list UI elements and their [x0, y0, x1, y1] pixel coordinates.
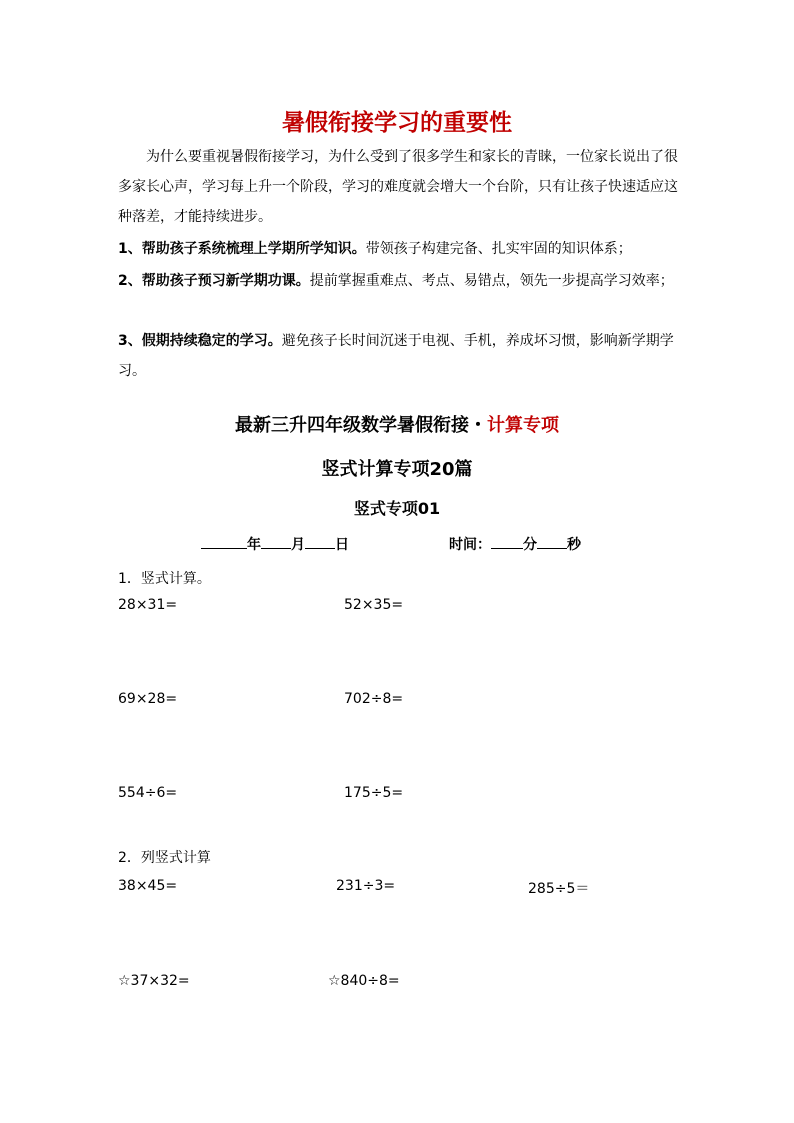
- q2-problem: ☆840÷8=: [328, 973, 400, 989]
- q2-problem: ☆37×32=: [118, 973, 190, 989]
- point-2: [118, 266, 678, 296]
- minute-blank[interactable]: [491, 534, 523, 549]
- q1-title: 1．竖式计算。: [118, 571, 211, 587]
- point-1-bold: 1、帮助孩子系统梳理上学期所学知识。: [118, 241, 366, 257]
- heading-main: 最新三升四年级数学暑假衔接・: [235, 415, 487, 436]
- worksheet-heading: [0, 411, 794, 437]
- q2-problem: 285÷5＝: [528, 881, 590, 897]
- q1-problem: 69×28=: [118, 691, 178, 707]
- point-1-text: 带领孩子构建完备、扎实牢固的知识体系；: [365, 241, 632, 257]
- page-title: 暑假衔接学习的重要性: [282, 110, 512, 136]
- year-blank[interactable]: [201, 534, 247, 549]
- point-2-text: 提前掌握重难点、考点、易错点，领先一步提高学习效率；: [309, 273, 674, 289]
- heading-highlight: 计算专项: [487, 415, 559, 436]
- q1-problem: 175÷5=: [344, 785, 404, 801]
- intro-paragraph: 为什么要重视暑假衔接学习，为什么受到了很多学生和家长的青睐，一位家长说出了很多家长心声，学习每上升一个阶段，学习的难度就会增大一个台阶，只有让孩子快速适应这种落差，才能持续进步。: [118, 149, 678, 225]
- q1-problem: 554÷6=: [118, 785, 178, 801]
- time-line: [449, 534, 581, 554]
- date-line: [201, 534, 349, 554]
- point-2-bold: 2、帮助孩子预习新学期功课。: [118, 273, 310, 289]
- q2-problem: 38×45=: [118, 878, 178, 894]
- point-3-text: 避免孩子长时间沉迷于电视、手机，养成坏习惯，影响新学期学习。: [118, 333, 674, 379]
- month-label: 月: [291, 537, 305, 553]
- section-title: 竖式专项01: [353, 499, 441, 518]
- point-3: [118, 326, 678, 386]
- second-label: 秒: [567, 537, 581, 553]
- q1-problem: 28×31=: [118, 597, 178, 613]
- point-3-bold: 3、假期持续稳定的学习。: [118, 333, 282, 349]
- second-blank[interactable]: [537, 534, 567, 549]
- year-label: 年: [247, 537, 261, 553]
- minute-label: 分: [523, 537, 537, 553]
- subheading: 竖式计算专项20篇: [321, 459, 473, 480]
- point-1: [118, 234, 678, 264]
- day-blank[interactable]: [305, 534, 335, 549]
- month-blank[interactable]: [261, 534, 291, 549]
- q1-problem: 52×35=: [344, 597, 404, 613]
- q1-problem: 702÷8=: [344, 691, 404, 707]
- q2-title: 2．列竖式计算: [118, 850, 211, 866]
- q2-problem: 231÷3=: [336, 878, 396, 894]
- time-label: 时间：: [449, 537, 491, 553]
- day-label: 日: [335, 537, 349, 553]
